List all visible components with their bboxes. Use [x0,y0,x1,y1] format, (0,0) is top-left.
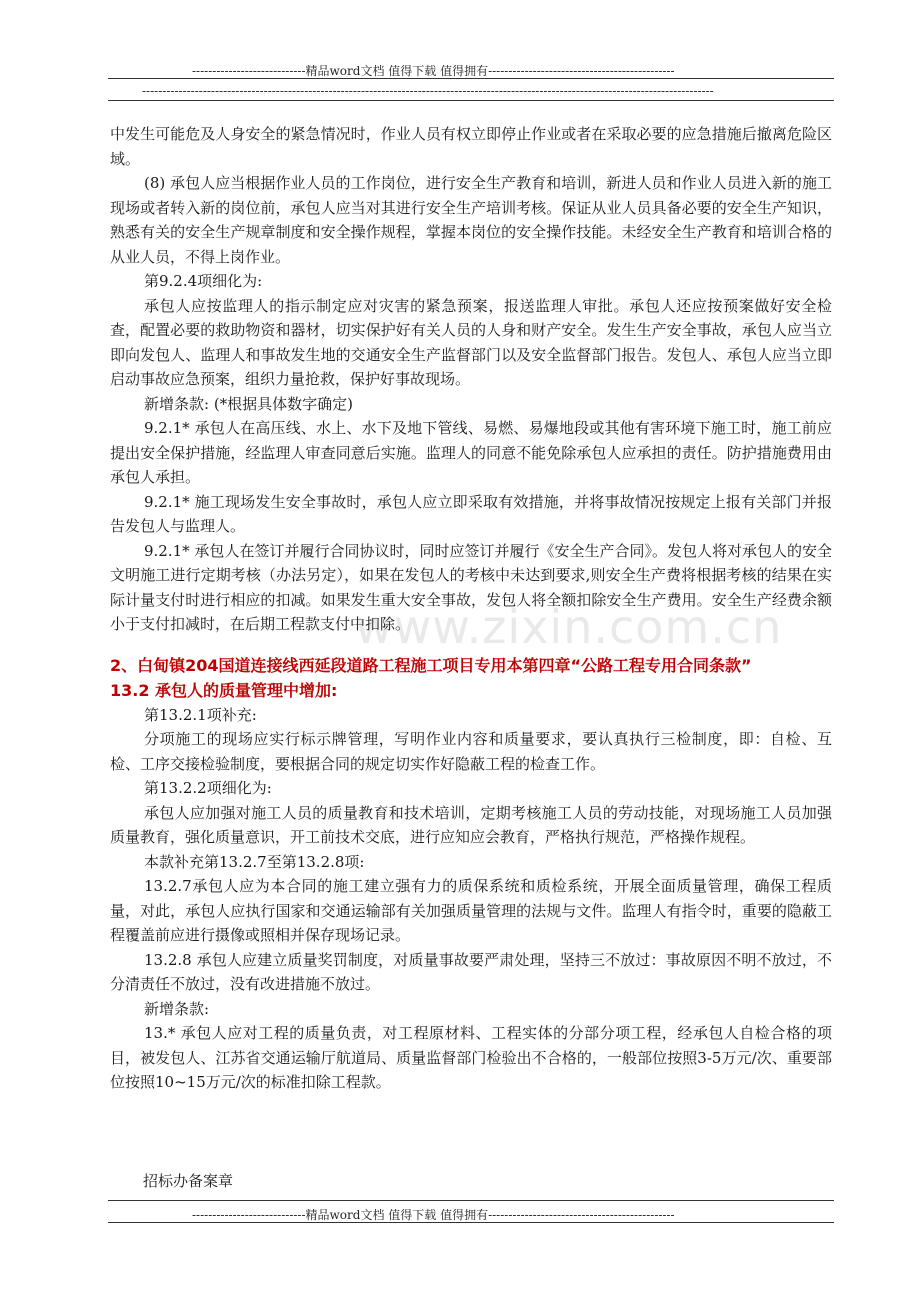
paragraph: 分项施工的现场应实行标示牌管理，写明作业内容和质量要求，要认真执行三检制度，即：自检、互检、工序交接检验制度，要根据合同的规定切实作好隐蔽工程的检查工作。 [110,730,832,773]
paragraph: 13.* 承包人应对工程的质量负责，对工程原材料、工程实体的分部分项工程，经承包人自检合格的项目，被发包人、江苏省交通运输厅航道局、质量监督部门检验出不合格的，一般部位按照3-5万元/次、重要部位按照10~15万元/次的标准扣除工程款。 [110,1024,832,1091]
paragraph: 新增条款: (*根据具体数字确定) [144,394,354,413]
header-rule [108,78,834,79]
paragraph: 新增条款: [144,999,210,1018]
footer-rule [108,1222,834,1223]
page-header: ----------------------------精品word文档 值得下载 值得拥有---------------------------------------------- [192,64,675,78]
paragraph: 第13.2.1项补充: [144,705,257,724]
paragraph: 9.2.1* 承包人在签订并履行合同协议时，同时应签订并履行《安全生产合同》。发包人将对承包人的安全文明施工进行定期考核（办法另定），如果在发包人的考核中未达到要求,则安全生产费将根据考核的结果在实际计量支付时进行相应的扣减。如果发生重大安全事故，发包人将全额扣除安全生产费用。安全生产经费余额小于支付扣减时，在后期工程款支付中扣除。 [110,541,832,633]
paragraph: 中发生可能危及人身安全的紧急情况时，作业人员有权立即停止作业或者在采取必要的应急措施后撤离危险区域。 [110,125,832,168]
section-heading: 2、白甸镇204国道连接线西延段道路工程施工项目专用本第四章“公路工程专用合同条款” [110,655,752,675]
document-body [110,122,832,1095]
paragraph: 第13.2.2项细化为: [144,779,272,797]
paragraph: 第9.2.4项细化为: [144,272,263,290]
section-heading: 13.2 承包人的质量管理中增加: [110,680,338,700]
filing-stamp-label: 招标办备案章 [143,1172,234,1190]
paragraph: 13.2.7承包人应为本合同的施工建立强有力的质保系统和质检系统，开展全面质量管理，确保工程质量，对此，承包人应执行国家和交通运输部有关加强质量管理的法规与文件。监理人有指令时，重要的隐蔽工程覆盖前应进行摄像或照相并保存现场记录。 [110,877,832,944]
page-footer: ----------------------------精品word文档 值得下载 值得拥有---------------------------------------------- [192,1208,675,1222]
footer-rule-top [108,1200,834,1201]
header-dash-line: --------------------------------------------------------------------------------------------------------------------------------------------- [142,84,714,98]
header-rule-bottom [108,100,834,101]
paragraph: (8) 承包人应当根据作业人员的工作岗位，进行安全生产教育和培训，新进人员和作业人员进入新的施工现场或者转入新的岗位前，承包人应当对其进行安全生产培训考核。保证从业人员具备必要的安全生产知识，熟悉有关的安全生产规章制度和安全操作规程，掌握本岗位的安全操作技能。未经安全生产教育和培训合格的从业人员，不得上岗作业。 [110,174,832,266]
paragraph: 9.2.1* 施工现场发生安全事故时，承包人应立即采取有效措施，并将事故情况按规定上报有关部门并报告发包人与监理人。 [110,492,832,535]
paragraph: 承包人应按监理人的指示制定应对灾害的紧急预案，报送监理人审批。承包人还应按预案做好安全检查，配置必要的救助物资和器材，切实保护好有关人员的人身和财产安全。发生生产安全事故，承包人应当立即向发包人、监理人和事故发生地的交通安全生产监督部门以及安全监督部门报告。发包人、承包人应当立即启动事故应急预案，组织力量抢救，保护好事故现场。 [110,296,832,388]
paragraph: 本款补充第13.2.7至第13.2.8项: [144,852,365,871]
watermark: www.zixin.com.cn [355,600,783,654]
paragraph: 9.2.1* 承包人在高压线、水上、水下及地下管线、易燃、易爆地段或其他有害环境下施工时，施工前应提出安全保护措施，经监理人审查同意后实施。监理人的同意不能免除承包人应承担的责任。防护措施费用由承包人承担。 [110,419,832,486]
paragraph: 13.2.8 承包人应建立质量奖罚制度，对质量事故要严肃处理，坚持三不放过：事故原因不明不放过，不分清责任不放过，没有改进措施不放过。 [110,950,832,993]
paragraph: 承包人应加强对施工人员的质量教育和技术培训，定期考核施工人员的劳动技能，对现场施工人员加强质量教育，强化质量意识，开工前技术交底，进行应知应会教育，严格执行规范，严格操作规程。 [110,803,832,846]
